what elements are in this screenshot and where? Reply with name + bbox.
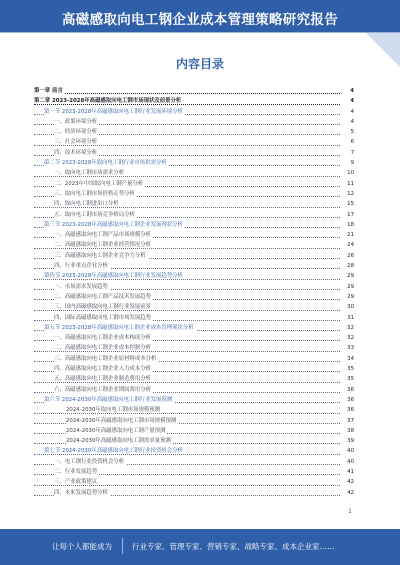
toc-entry-page: 33 (345, 343, 354, 353)
toc-entry-title: 二、2023年中国取向电工钢产量分析 (54, 180, 144, 187)
footer-slogan-left: 让每个人都能成为 (52, 542, 112, 551)
toc-entry[interactable] (34, 210, 354, 220)
toc-entry-page: 6 (349, 137, 354, 147)
toc-entry[interactable] (34, 374, 354, 384)
toc-entry-title: 二、高磁感取向电工钢企业成本控制分析 (54, 345, 152, 352)
toc-entry-title: 第一节 2023-2028年高磁感取向电工钢行业发展环境分析 (44, 108, 183, 115)
toc-heading: 内容目录 (175, 57, 224, 71)
toc-entry[interactable] (34, 282, 354, 292)
toc-entry[interactable] (34, 127, 354, 137)
toc-entry-page: 29 (345, 282, 354, 292)
toc-entry-title: 二、高磁感取向电工钢企业经营情况分析 (54, 242, 152, 249)
toc-entry-title: 一、市场需求发展趋势 (54, 283, 108, 290)
toc-entry-title: 四、取向电工钢进出口分析 (54, 201, 119, 208)
toc-entry-page: 15 (345, 199, 354, 209)
toc-entry[interactable] (34, 271, 354, 281)
toc-entry-title: 三、高磁感取向电工钢企业原材料成本分析 (54, 355, 157, 362)
toc-entry[interactable] (34, 323, 354, 333)
toc-entry-page: 29 (345, 271, 354, 281)
toc-entry-title: 一、电工钢行业投资机会分析 (54, 458, 125, 465)
toc-entry-title: 四、未来发展趋势分析 (54, 489, 108, 496)
toc-entry[interactable] (34, 137, 354, 147)
toc-entry-page: 24 (345, 240, 354, 250)
toc-entry-page: 4 (348, 96, 354, 106)
toc-entry[interactable] (34, 251, 354, 261)
toc-entry-title: 四、行业重点企业分析 (54, 263, 108, 270)
toc-entry[interactable] (34, 220, 354, 230)
toc-entry[interactable] (34, 189, 354, 199)
toc-entry[interactable] (34, 302, 354, 312)
toc-entry-title: 三、高磁感取向电工钢企业竞争力分析 (54, 252, 146, 259)
toc-entry-page: 41 (345, 467, 354, 477)
toc-entry-page: 42 (345, 477, 354, 487)
report-title: 高磁感取向电工钢企业成本管理策略研究报告 (62, 12, 338, 28)
toc-entry-page: 28 (345, 261, 354, 271)
toc-entry-page: 5 (349, 127, 354, 137)
toc-entry-title: 三、取向电工钢市场价格走势分析 (54, 190, 135, 197)
toc-entry-title: 四、技术环境分析 (54, 149, 98, 156)
toc-entry-title: 四、国际高磁感取向电工钢市场发展趋势 (54, 314, 152, 321)
toc-entry[interactable] (34, 117, 354, 127)
toc-entry[interactable] (34, 199, 354, 209)
toc-entry[interactable] (34, 230, 354, 240)
toc-entry-title: 第三节 2023-2028年高磁感取向电工钢企业发展现状分析 (44, 221, 183, 228)
toc-entry[interactable] (34, 292, 354, 302)
toc-entry-title: 第一章 前言 (34, 88, 63, 94)
toc-entry-page: 40 (345, 446, 354, 456)
toc-entry[interactable] (34, 436, 354, 446)
toc-entry-title: 二、高磁感取向电工钢产品技术发展趋势 (54, 293, 152, 300)
toc-entry-title: 第二节 2023-2028年取向电工钢行业市场供需分析 (44, 160, 167, 167)
footer-divider (122, 538, 123, 554)
toc-entry-title: 第五节 2023-2028年高磁感取向电工钢企业成本管理现状分析 (44, 324, 194, 331)
toc-entry-page: 31 (345, 313, 354, 323)
toc-entry-title: 第六节 2024-2030年高磁感取向电工钢行业发展预测 (44, 396, 173, 403)
toc-entry-page: 17 (345, 210, 354, 220)
toc-entry[interactable] (34, 240, 354, 250)
toc-entry[interactable] (34, 488, 354, 498)
toc-entry-title: 一、政策环境分析 (54, 118, 98, 125)
toc-entry[interactable] (34, 107, 354, 117)
dot-leader (34, 93, 340, 94)
toc-entry[interactable] (34, 395, 354, 405)
toc-entry[interactable] (34, 313, 354, 323)
toc-entry-title: 五、高磁感取向电工钢企业制造费用分析 (54, 376, 152, 383)
toc-entry[interactable] (34, 86, 354, 96)
toc-entry-title: 一、高磁感取向电工钢产品市场规模分析 (54, 232, 152, 239)
toc-entry[interactable] (34, 96, 354, 106)
toc-entry-page: 12 (345, 189, 354, 199)
toc-entry[interactable] (34, 385, 354, 395)
toc-entry-title: 第四节 2023-2028年高磁感取向电工钢行业发展趋势分析 (44, 273, 183, 280)
toc-entry-page: 39 (345, 436, 354, 446)
toc-entry-title: 2024-2030年高磁感取向电工钢需求量预测 (66, 438, 171, 445)
toc-entry-title: 2024-2030年取向电工钢市场规模预测 (66, 407, 161, 414)
toc-entry-title: 2024-2030年高磁感取向电工钢市场规模预测 (66, 417, 177, 424)
toc-entry-title: 一、取向电工钢市场需求分析 (54, 170, 125, 177)
table-of-contents (34, 86, 354, 498)
toc-entry-title: 三、社会环境分析 (54, 139, 98, 146)
toc-entry[interactable] (34, 477, 354, 487)
toc-entry-page: 29 (345, 292, 354, 302)
toc-entry-page: 21 (345, 230, 354, 240)
toc-entry-page: 7 (349, 148, 354, 158)
toc-entry-title: 二、行业发展趋势 (54, 468, 98, 475)
toc-entry-page: 26 (345, 251, 354, 261)
toc-entry-page: 35 (345, 364, 354, 374)
toc-entry-page: 36 (345, 395, 354, 405)
toc-entry-page: 35 (345, 374, 354, 384)
toc-entry[interactable] (34, 364, 354, 374)
toc-entry[interactable] (34, 168, 354, 178)
toc-entry[interactable] (34, 405, 354, 415)
toc-entry-title: 2024-2030年高磁感取向电工钢产量预测 (66, 427, 166, 434)
toc-entry-title: 六、高磁感取向电工钢企业期间费用分析 (54, 386, 152, 393)
toc-entry-title: 三、产业政策建议 (54, 479, 98, 486)
toc-entry-title: 第二章 2023-2028年高磁感取向电工钢市场现状及前景分析 (34, 98, 182, 105)
toc-entry-page: 9 (349, 158, 354, 168)
toc-entry-title: 二、经济环境分析 (54, 129, 98, 136)
toc-entry[interactable] (34, 446, 354, 456)
toc-entry[interactable] (34, 457, 354, 467)
page-number: 1 (348, 508, 352, 515)
toc-entry-title: 四、高磁感取向电工钢企业人力成本分析 (54, 366, 152, 373)
toc-entry-page: 42 (345, 488, 354, 498)
toc-entry[interactable] (34, 333, 354, 343)
toc-entry-title: 一、高磁感取向电工钢企业成本构成分析 (54, 335, 152, 342)
toc-entry[interactable] (34, 354, 354, 364)
toc-entry[interactable] (34, 343, 354, 353)
toc-entry-page: 4 (348, 86, 354, 96)
toc-entry-page: 40 (345, 457, 354, 467)
header-divider (0, 32, 400, 33)
toc-entry-page: 34 (345, 354, 354, 364)
toc-entry-title: 三、国内高磁感取向电工钢行业发展前景 (54, 304, 152, 311)
footer-slogan-right: 行业专家、管理专家、营销专家、战略专家、成本企业家…… (132, 542, 335, 551)
toc-entry-title: 第七节 2024-2030年高磁感取向电工钢行业投资机会分析 (44, 448, 183, 455)
toc-entry-title: 五、取向电工钢市场竞争格局分析 (54, 211, 135, 218)
toc-entry-page: 32 (345, 323, 354, 333)
toc-entry-page: 36 (345, 405, 354, 415)
toc-entry-page: 10 (345, 168, 354, 178)
toc-entry[interactable] (34, 261, 354, 271)
toc-entry[interactable] (34, 148, 354, 158)
toc-entry-page: 30 (345, 302, 354, 312)
toc-entry[interactable] (34, 179, 354, 189)
toc-entry-page: 37 (345, 416, 354, 426)
toc-entry-page: 4 (349, 117, 354, 127)
toc-entry-page: 11 (345, 179, 354, 189)
toc-entry-page: 18 (345, 220, 354, 230)
toc-entry[interactable] (34, 426, 354, 436)
toc-entry[interactable] (34, 416, 354, 426)
toc-entry-page: 38 (345, 426, 354, 436)
toc-entry[interactable] (34, 158, 354, 168)
toc-entry[interactable] (34, 467, 354, 477)
toc-entry-page: 36 (345, 385, 354, 395)
toc-entry-page: 4 (349, 107, 354, 117)
toc-entry-page: 32 (345, 333, 354, 343)
